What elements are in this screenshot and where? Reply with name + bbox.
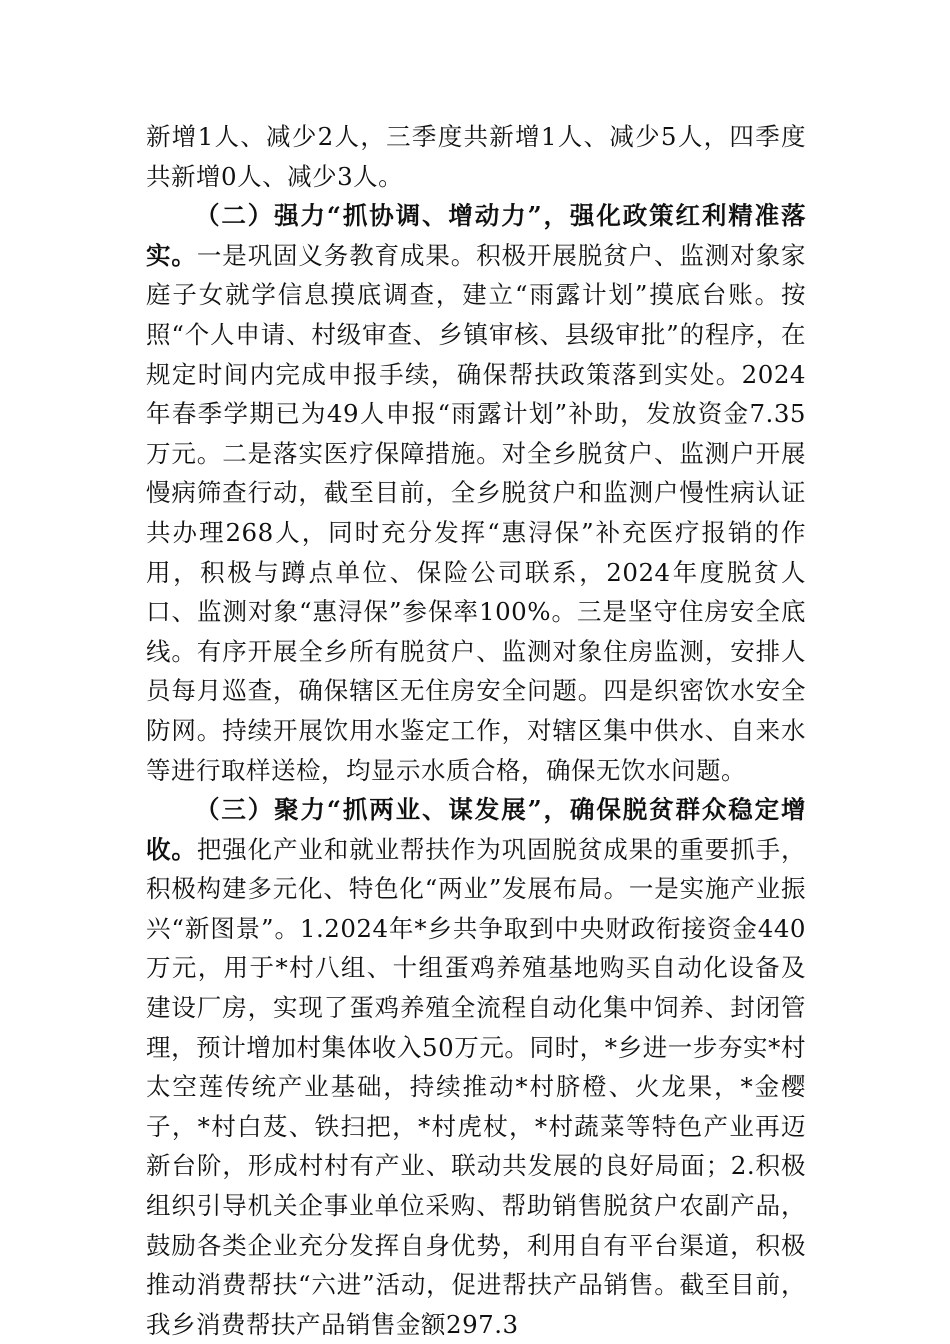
section-heading-two: （二）强力“抓协调、增动力”，强化政策红利精准落实。 <box>146 201 806 270</box>
paragraph-quarterly-changes <box>146 117 806 196</box>
paragraph-income-growth <box>146 790 806 1344</box>
paragraph-policy-implementation <box>146 196 806 790</box>
paragraph-text: 新增1人、减少2人，三季度共新增1人、减少5人，四季度共新增0人、减少3人。 <box>146 122 806 191</box>
paragraph-text: 一是巩固义务教育成果。积极开展脱贫户、监测对象家庭子女就学信息摸底调查，建立“雨露计划”摸底台账。按照“个人申请、村级审查、乡镇审核、县级审批”的程序，在规定时间内完成申报手续，确保帮扶政策落到实处。2024年春季学期已为49人申报“雨露计划”补助，发放资金7.35万元。二是落实医疗保障措施。对全乡脱贫户、监测户开展慢病筛查行动，截至目前，全乡脱贫户和监测户慢性病认证共办理268人，同时充分发挥“惠浔保”补充医疗报销的作用，积极与蹲点单位、保险公司联系，2024年度脱贫人口、监测对象“惠浔保”参保率100%。三是坚守住房安全底线。有序开展全乡所有脱贫户、监测对象住房监测，安排人员每月巡查，确保辖区无住房安全问题。四是织密饮水安全防网。持续开展饮用水鉴定工作，对辖区集中供水、自来水等进行取样送检，均显示水质合格，确保无饮水问题。 <box>146 240 807 785</box>
document-body <box>146 117 806 1344</box>
paragraph-text: 把强化产业和就业帮扶作为巩固脱贫成果的重要抓手，积极构建多元化、特色化“两业”发展布局。一是实施产业振兴“新图景”。1.2024年*乡共争取到中央财政衔接资金440万元，用于*村八组、十组蛋鸡养殖基地购买自动化设备及建设厂房，实现了蛋鸡养殖全流程自动化集中饲养、封闭管理，预计增加村集体收入50万元。同时，*乡进一步夯实*村太空莲传统产业基础，持续推动*村脐橙、火龙果，*金樱子，*村白芨、铁扫把，*村虎杖，*村蔬菜等特色产业再迈新台阶，形成村村有产业、联动共发展的良好局面；2.积极组织引导机关企事业单位采购、帮助销售脱贫户农副产品，鼓励各类企业充分发挥自身优势，利用自有平台渠道，积极推动消费帮扶“六进”活动，促进帮扶产品销售。截至目前，我乡消费帮扶产品销售金额297.3 <box>146 834 807 1339</box>
section-heading-three: （三）聚力“抓两业、谋发展”，确保脱贫群众稳定增收。 <box>146 795 806 864</box>
